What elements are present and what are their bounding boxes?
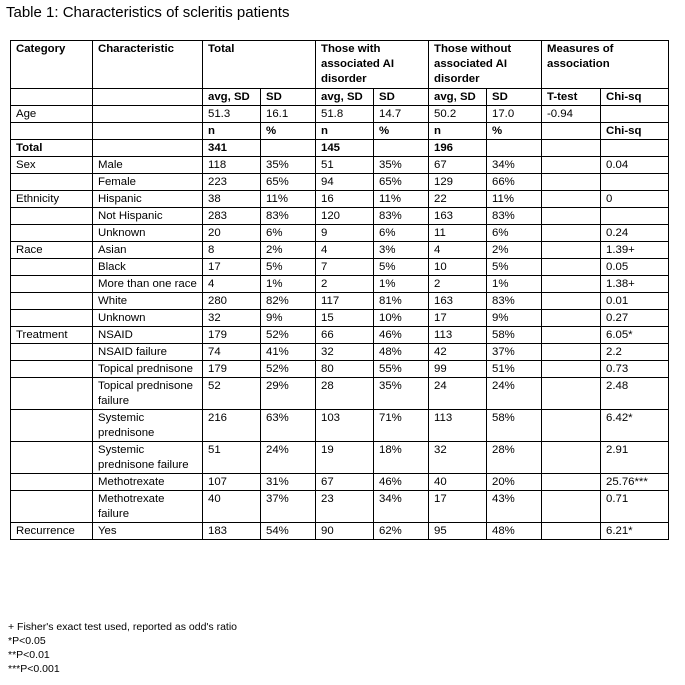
table-cell: More than one race [93,276,203,293]
table-cell: 145 [316,140,374,157]
table-cell: 1% [261,276,316,293]
table-cell: 90 [316,523,374,540]
table-cell: 51% [487,361,542,378]
table-cell: 163 [429,293,487,310]
table-row [11,106,669,123]
table-cell: 4 [316,242,374,259]
table-cell: 196 [429,140,487,157]
table-cell: 65% [261,174,316,191]
table-cell: 4 [429,242,487,259]
table-cell: 52% [261,327,316,344]
table-row [11,123,669,140]
table-row [11,208,669,225]
table-cell: White [93,293,203,310]
table-cell: 10 [429,259,487,276]
table-cell: 11% [374,191,429,208]
table-cell: 37% [487,344,542,361]
table-cell: 0.04 [601,157,669,174]
table-cell: 107 [203,474,261,491]
table-cell: 83% [487,208,542,225]
table-cell: 42 [429,344,487,361]
table-cell [11,344,93,361]
table-cell: 48% [487,523,542,540]
table-cell: Topical prednisone [93,361,203,378]
table-cell: 83% [487,293,542,310]
table-cell: 17 [429,491,487,523]
table-cell: 43% [487,491,542,523]
table-cell: 11% [487,191,542,208]
table-cell: 32 [429,442,487,474]
table-cell: 0 [601,191,669,208]
table-cell [542,225,601,242]
table-cell: 0.73 [601,361,669,378]
table-cell: 81% [374,293,429,310]
table-row [11,442,669,474]
table-cell [11,123,93,140]
table-cell: 62% [374,523,429,540]
table-cell [93,106,203,123]
table-cell: avg, SD [203,89,261,106]
table-cell: Hispanic [93,191,203,208]
table-cell: 0.05 [601,259,669,276]
table-cell: 99 [429,361,487,378]
table-cell: 118 [203,157,261,174]
table-cell: 8 [203,242,261,259]
table-cell: 34% [374,491,429,523]
table-cell: 129 [429,174,487,191]
table-cell [542,361,601,378]
table-cell: Chi-sq [601,89,669,106]
table-cell: 6.42* [601,410,669,442]
footnotes [8,620,237,676]
table-cell: Methotrexate [93,474,203,491]
table-cell [11,442,93,474]
table-cell: 163 [429,208,487,225]
table-cell: 67 [429,157,487,174]
table-cell: 32 [203,310,261,327]
table-cell: Race [11,242,93,259]
table-cell: 31% [261,474,316,491]
table-cell: 10% [374,310,429,327]
table-cell: 14.7 [374,106,429,123]
table-cell: 51.3 [203,106,261,123]
table-cell: Systemic prednisone failure [93,442,203,474]
table-cell: % [261,123,316,140]
table-cell [11,410,93,442]
table-row [11,378,669,410]
table-cell: 94 [316,174,374,191]
table-cell: 63% [261,410,316,442]
table-cell: 0.27 [601,310,669,327]
table-cell [11,259,93,276]
table-cell [542,310,601,327]
table-cell: NSAID [93,327,203,344]
table-cell: 20 [203,225,261,242]
table-cell: Black [93,259,203,276]
table-cell: 38 [203,191,261,208]
footnote: *P<0.05 [8,635,46,647]
table-cell: NSAID failure [93,344,203,361]
table-cell: 83% [374,208,429,225]
table-cell: Ethnicity [11,191,93,208]
footnote: **P<0.01 [8,649,50,661]
table-cell [542,259,601,276]
table-cell: n [203,123,261,140]
table-cell [542,442,601,474]
table-cell: 58% [487,327,542,344]
table-cell: % [487,123,542,140]
table-cell [93,89,203,106]
table-cell [542,140,601,157]
table-cell: 29% [261,378,316,410]
table-cell: 6% [374,225,429,242]
table-row [11,344,669,361]
table-cell: SD [487,89,542,106]
table-cell: 11 [429,225,487,242]
table-cell: 40 [203,491,261,523]
table-cell: -0.94 [542,106,601,123]
table-cell [11,491,93,523]
table-cell: avg, SD [316,89,374,106]
table-cell: 19 [316,442,374,474]
table-cell: 18% [374,442,429,474]
table-cell [542,276,601,293]
table-cell: 117 [316,293,374,310]
table-cell [11,361,93,378]
table-cell [11,89,93,106]
table-cell: 24 [429,378,487,410]
footnote: + Fisher's exact test used, reported as odd's ratio [8,621,238,633]
table-cell [542,344,601,361]
table-row [11,410,669,442]
table-cell: 9% [487,310,542,327]
table-row [11,89,669,106]
table-cell: 1% [487,276,542,293]
table-row [11,157,669,174]
table-cell: 65% [374,174,429,191]
table-cell [542,474,601,491]
table-cell: Methotrexate failure [93,491,203,523]
table-row [11,276,669,293]
table-cell: 37% [261,491,316,523]
table-cell: 4 [203,276,261,293]
table-row [11,491,669,523]
table-cell: 46% [374,474,429,491]
table-cell: T-test [542,89,601,106]
table-cell: 66 [316,327,374,344]
table-cell [542,491,601,523]
table-cell: Systemic prednisone [93,410,203,442]
table-cell [261,140,316,157]
table-cell: 216 [203,410,261,442]
table-cell: 82% [261,293,316,310]
table-cell: 120 [316,208,374,225]
table-cell: 23 [316,491,374,523]
table-cell: 25.76*** [601,474,669,491]
table-cell: 5% [487,259,542,276]
table-cell: Female [93,174,203,191]
table-row [11,474,669,491]
table-cell: 58% [487,410,542,442]
table-cell: 67 [316,474,374,491]
table-cell [11,310,93,327]
table-cell [542,123,601,140]
table-cell: SD [374,89,429,106]
table-cell: 283 [203,208,261,225]
table-row [11,174,669,191]
table-cell: Sex [11,157,93,174]
table-cell [542,410,601,442]
table-cell: 179 [203,327,261,344]
table-cell: 7 [316,259,374,276]
table-cell: 16.1 [261,106,316,123]
table-cell: Unknown [93,225,203,242]
table-cell: Unknown [93,310,203,327]
table-cell [542,327,601,344]
table-cell [542,157,601,174]
table-cell: 6% [261,225,316,242]
table-cell: 103 [316,410,374,442]
table-cell: 17.0 [487,106,542,123]
table-cell [601,208,669,225]
table-cell: 1.38+ [601,276,669,293]
table-cell: 24% [261,442,316,474]
table-cell: 15 [316,310,374,327]
table-cell: 24% [487,378,542,410]
table-cell: 41% [261,344,316,361]
table-cell: 74 [203,344,261,361]
table-cell [93,123,203,140]
table-cell: 95 [429,523,487,540]
table-cell: 52 [203,378,261,410]
table-cell: 9% [261,310,316,327]
table-row [11,293,669,310]
table-cell [93,140,203,157]
table-cell: 2.2 [601,344,669,361]
table-cell: 280 [203,293,261,310]
table-cell [11,474,93,491]
table-cell: 2 [316,276,374,293]
table-cell: 17 [203,259,261,276]
header-cell: Total [203,41,316,89]
table-cell: % [374,123,429,140]
table-cell [542,293,601,310]
table-cell: 35% [374,378,429,410]
table-cell: 22 [429,191,487,208]
table-cell: 46% [374,327,429,344]
table-cell: 71% [374,410,429,442]
table-cell: SD [261,89,316,106]
table-cell: 52% [261,361,316,378]
table-cell [487,140,542,157]
table-cell [542,191,601,208]
table-cell [601,174,669,191]
table-cell: 6% [487,225,542,242]
table-cell: 2 [429,276,487,293]
table-cell: 40 [429,474,487,491]
table-row [11,225,669,242]
table-cell: 113 [429,327,487,344]
table-header-row [11,41,669,89]
table-cell: 5% [261,259,316,276]
table-row [11,140,669,157]
table-row [11,242,669,259]
table-cell: 2% [261,242,316,259]
table-cell: 1% [374,276,429,293]
table-cell [11,276,93,293]
table-cell: 2.48 [601,378,669,410]
table-cell: Recurrence [11,523,93,540]
table-cell: 1.39+ [601,242,669,259]
table-cell: Chi-sq [601,123,669,140]
table-cell: 32 [316,344,374,361]
table-cell: 6.05* [601,327,669,344]
table-cell: 35% [261,157,316,174]
table-cell [11,378,93,410]
table-cell: Age [11,106,93,123]
table-cell: 16 [316,191,374,208]
table-row [11,310,669,327]
table-cell [11,208,93,225]
table-cell: 34% [487,157,542,174]
table-cell: Treatment [11,327,93,344]
table-cell: 2% [487,242,542,259]
table-cell: Asian [93,242,203,259]
table-cell: 17 [429,310,487,327]
table-cell: 0.01 [601,293,669,310]
table-cell: avg, SD [429,89,487,106]
table-row [11,523,669,540]
table-cell [542,378,601,410]
table-cell [601,106,669,123]
table-cell: 28% [487,442,542,474]
table-cell: 51 [316,157,374,174]
table-cell: 223 [203,174,261,191]
table-cell [601,140,669,157]
table-cell: 54% [261,523,316,540]
footnote: ***P<0.001 [8,663,60,675]
table-cell: n [429,123,487,140]
table-cell: 50.2 [429,106,487,123]
table-cell: 341 [203,140,261,157]
header-cell: Those with associated AI disorder [316,41,429,89]
table-cell: 113 [429,410,487,442]
table-cell [542,174,601,191]
table-cell [11,225,93,242]
header-cell: Characteristic [93,41,203,89]
table-title: Table 1: Characteristics of scleritis patients [6,4,290,21]
table-cell: 5% [374,259,429,276]
table-cell: 55% [374,361,429,378]
table-cell: 20% [487,474,542,491]
table-cell: Total [11,140,93,157]
table-cell: 9 [316,225,374,242]
table-cell: 35% [374,157,429,174]
table-cell: 0.24 [601,225,669,242]
table-row [11,327,669,344]
table-cell: 183 [203,523,261,540]
table-row [11,259,669,276]
table-cell: Topical prednisone failure [93,378,203,410]
table-cell: 83% [261,208,316,225]
table-row [11,191,669,208]
table-cell [542,523,601,540]
table-cell: 51 [203,442,261,474]
table-cell: 0.71 [601,491,669,523]
table-cell [542,208,601,225]
table-cell: 3% [374,242,429,259]
table-cell: Male [93,157,203,174]
table-cell [11,174,93,191]
table-cell [374,140,429,157]
table-cell: Not Hispanic [93,208,203,225]
table-cell: 48% [374,344,429,361]
header-cell: Category [11,41,93,89]
table-cell: 51.8 [316,106,374,123]
header-cell: Measures of association [542,41,669,89]
table-cell: 179 [203,361,261,378]
characteristics-table [10,40,669,540]
table-cell: 66% [487,174,542,191]
table-cell [11,293,93,310]
table-cell: 2.91 [601,442,669,474]
table-cell: 6.21* [601,523,669,540]
table-cell: Yes [93,523,203,540]
header-cell: Those without associated AI disorder [429,41,542,89]
table-cell: 28 [316,378,374,410]
table-cell: 80 [316,361,374,378]
table-cell: 11% [261,191,316,208]
table-cell: n [316,123,374,140]
table-row [11,361,669,378]
table-cell [542,242,601,259]
